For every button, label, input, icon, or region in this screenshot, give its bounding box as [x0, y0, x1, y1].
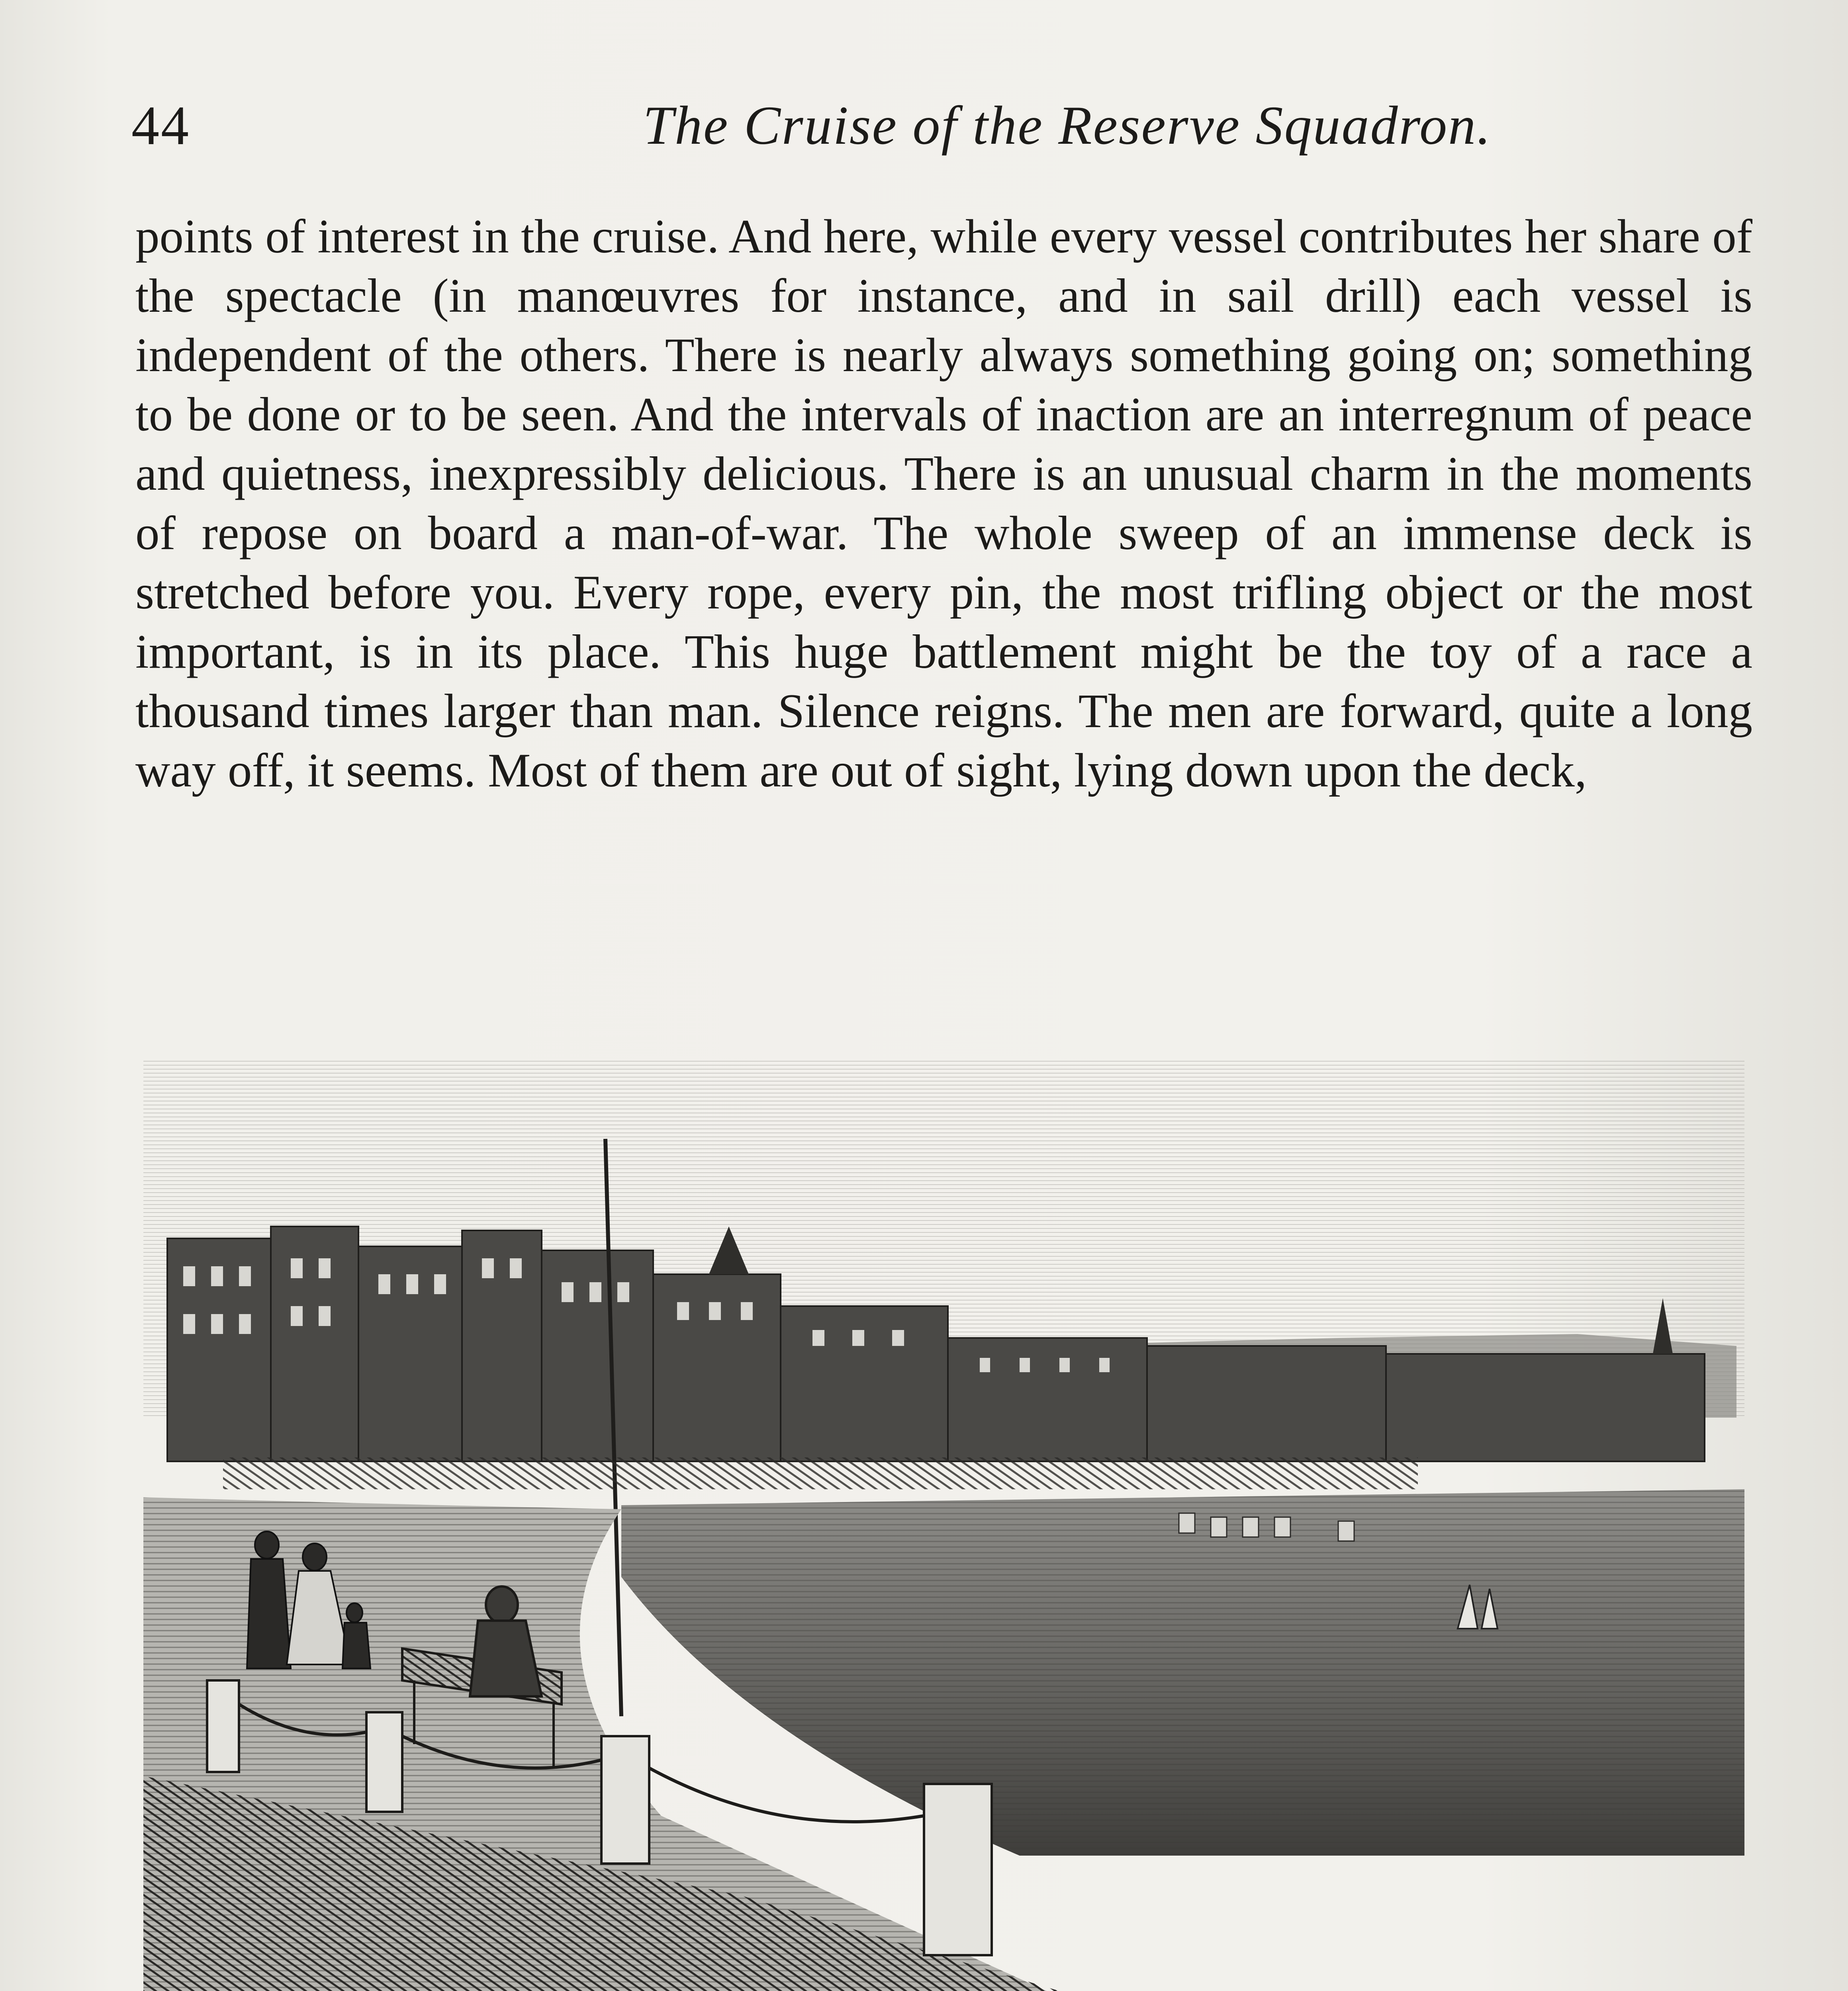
page-number: 44 — [131, 95, 190, 156]
paragraph: points of interest in the cruise. And here, while every vessel contributes her share of the spectacle (in manœuvres for instance, and in sail drill) each vessel is independent of the others. There is nearly always something going on; something to be done or to be seen. And the intervals of inaction are an interregnum of peace and quietness, inexpressibly delicious. There is an unusual charm in the moments of repose on board a man-of-war. The whole sweep of an immense deck is stretched before you. Every rope, every pin, the most trifling object or the most important, is in its place. This huge battlement might be the toy of a race a thousand times larger than man. Silence reigns. The men are forward, quite a long way off, it seems. Most of them are out of sight, lying down upon the deck, — [135, 210, 1752, 797]
running-head — [131, 90, 1764, 169]
text-block-top — [135, 207, 1752, 800]
weymouth-illustration — [143, 1059, 1744, 1991]
running-title: The Cruise of the Reserve Squadron. — [643, 95, 1492, 156]
